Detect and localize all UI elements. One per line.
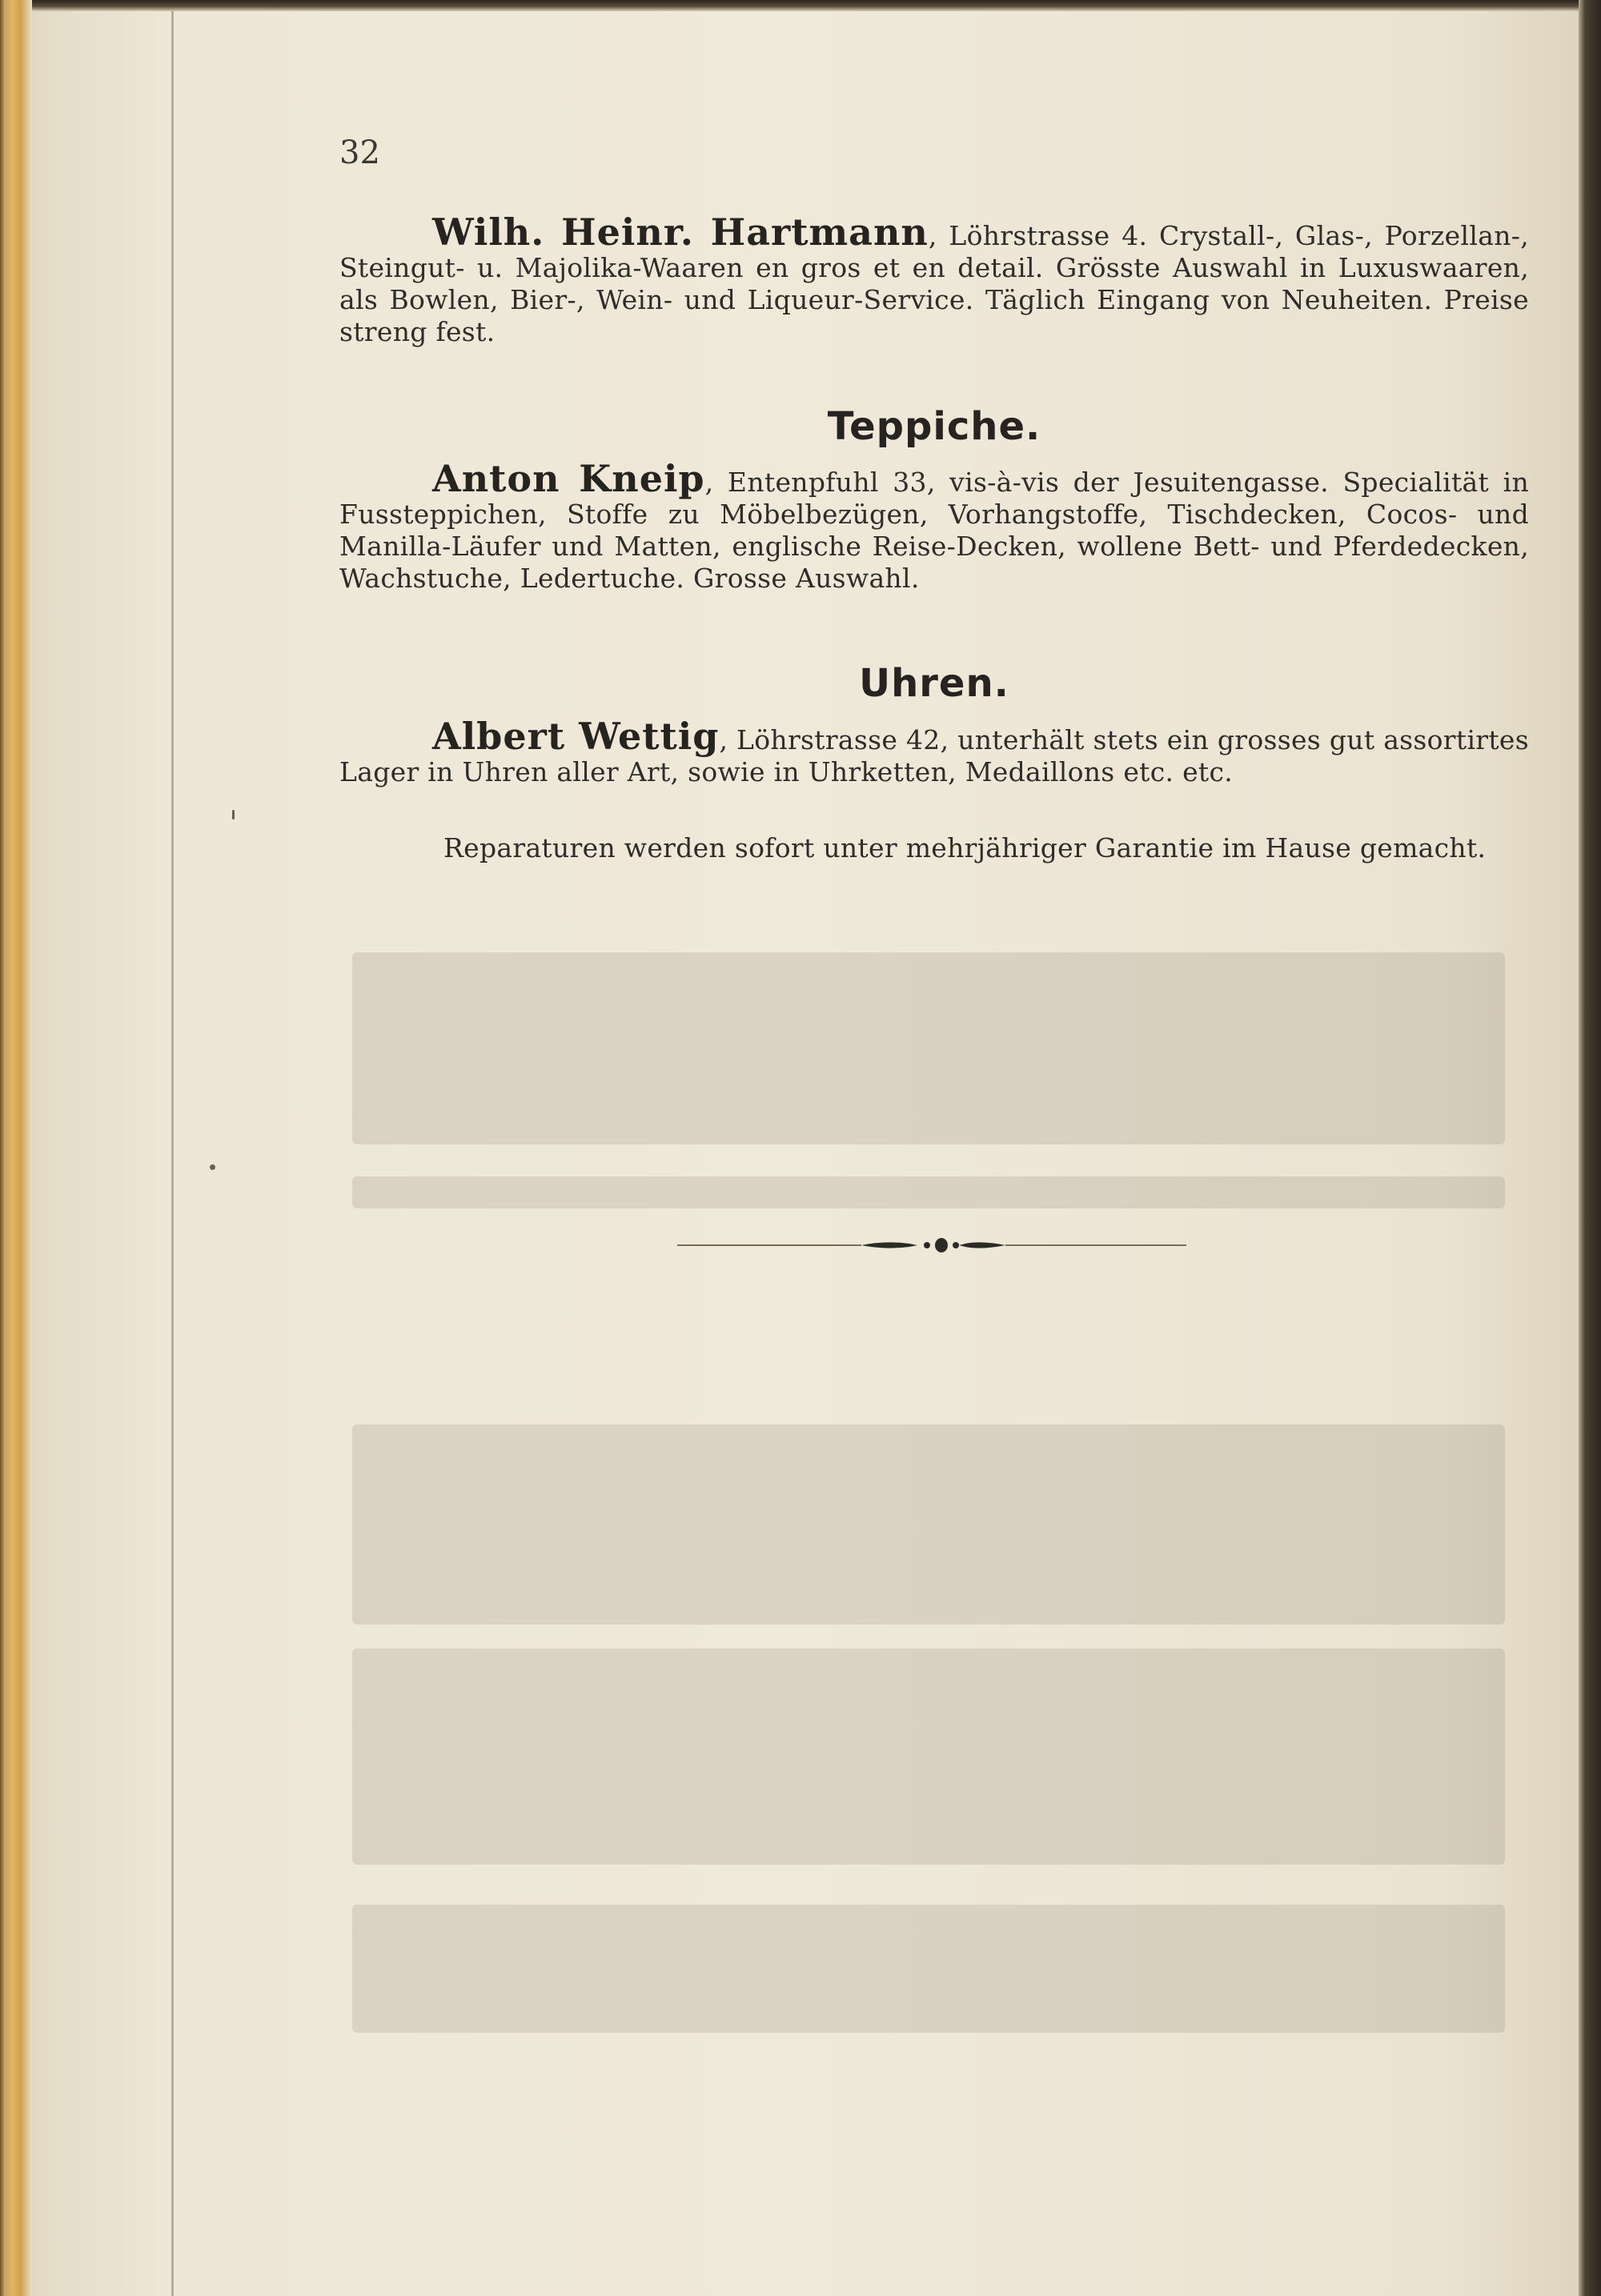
entry-text: , Entenpfuhl 33, vis-à-vis der Jesuitengasse. Specialität in Fussteppichen, Stoffe zu Möbelbezügen, Vorhangstoffe, Tischdecken, Cocos- und Manilla-Läufer und Matten, englische Reise-Decken, wollene Bett- und Pferdedecken, Wachstuche, Ledertuche. Grosse Auswahl.	[339, 467, 1530, 594]
bleed-through-block	[352, 1649, 1505, 1865]
bleed-through-block	[352, 1424, 1505, 1625]
section-end-ornament-icon	[677, 1229, 1186, 1261]
paper-speck	[210, 1164, 215, 1170]
paper-speck	[232, 810, 235, 819]
entry-text: Reparaturen werden sofort unter mehrjähriger Garantie im Hause gemacht.	[443, 832, 1487, 864]
section-heading-uhren: Uhren.	[859, 661, 1009, 706]
book-binding-edge	[0, 0, 32, 2296]
page-top-edge	[0, 0, 1601, 11]
firm-name: Albert Wettig	[432, 715, 720, 758]
page-right-shadow	[1579, 0, 1601, 2296]
entry-text: , Löhrstrasse 4. Crystall-, Glas-, Porzellan-, Steingut- u. Majolika-Waaren en gros et en detail. Grösste Auswahl in Luxuswaaren, als Bowlen, Bier-, Wein- und Liqueur-Service. Täglich Eingang von Neuheiten. Preise streng fest.	[339, 220, 1529, 347]
firm-name: Wilh. Heinr. Hartmann	[432, 210, 929, 254]
entry-text: , Löhrstrasse 42, unterhält stets ein grosses gut assortirtes Lager in Uhren aller Art, sowie in Uhrketten, Medaillons etc. etc.	[339, 724, 1529, 787]
entry-kneip	[339, 457, 1530, 595]
firm-name: Anton Kneip	[432, 457, 705, 500]
entry-hartmann	[339, 210, 1529, 348]
bleed-through-block	[352, 1905, 1505, 2033]
entry-wettig-repairs	[339, 832, 1529, 864]
entry-wettig	[339, 715, 1529, 788]
page-fold-line	[171, 11, 174, 2296]
page-number: 32	[339, 134, 380, 171]
section-heading-teppiche: Teppiche.	[827, 404, 1041, 449]
bleed-through-block	[352, 952, 1505, 1144]
bleed-through-block	[352, 1176, 1505, 1208]
